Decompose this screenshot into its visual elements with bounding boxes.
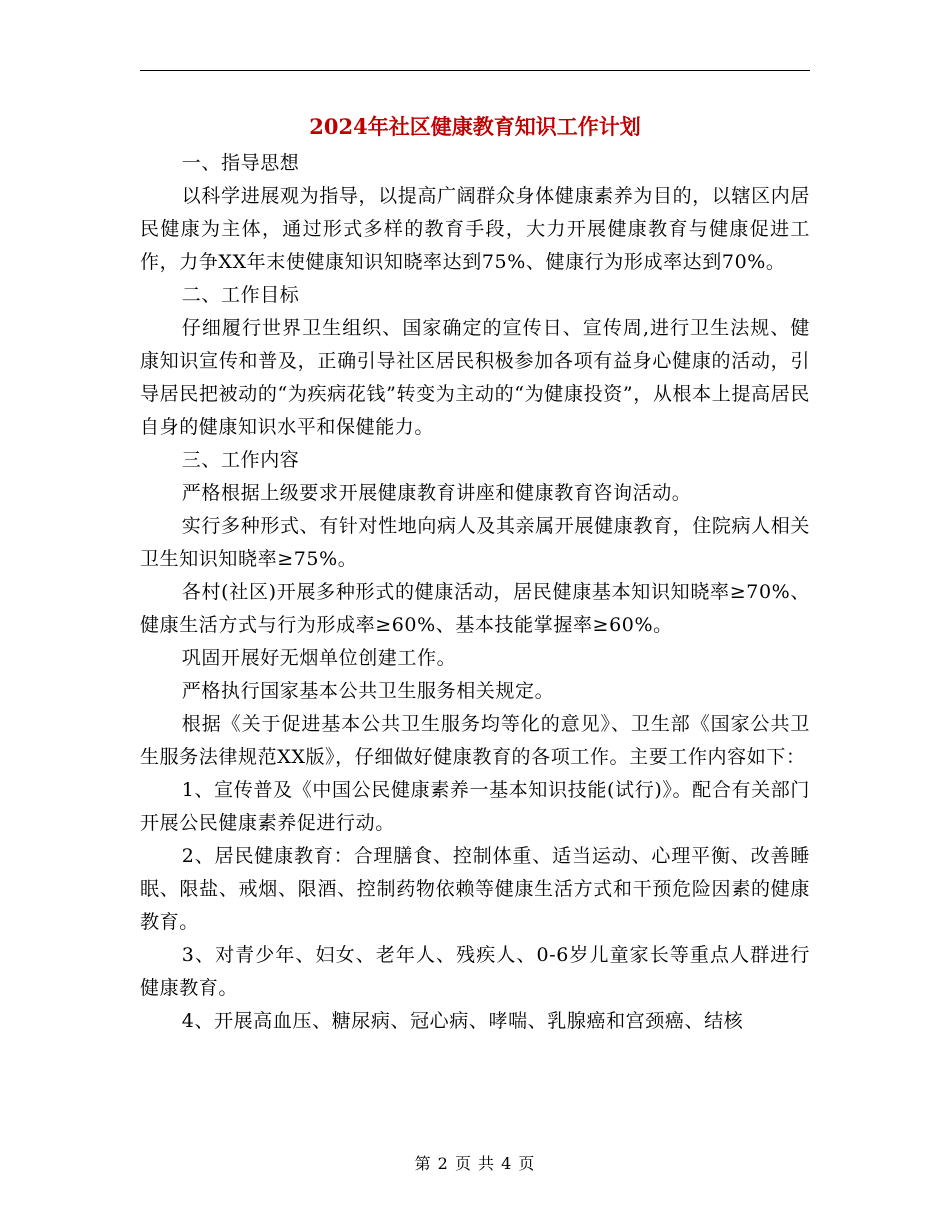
- section-heading: 三、工作内容: [181, 449, 300, 471]
- paragraph: 以科学进展观为指导，以提高广阔群众身体健康素养为目的，以辖区内居民健康为主体，通过形式多样的教育手段，大力开展健康教育与健康促进工作，力争XX年末使健康知识知晓率达到75%、健康行为形成率达到70%。: [140, 185, 810, 273]
- paragraph: 各村(社区)开展多种形式的健康活动，居民健康基本知识知晓率≥70%、健康生活方式与行为形成率≥60%、基本技能掌握率≥60%。: [140, 581, 810, 636]
- page-number: 第 2 页 共 4 页: [414, 1154, 536, 1173]
- list-item: 2、居民健康教育：合理膳食、控制体重、适当运动、心理平衡、改善睡眠、限盐、戒烟、限酒、控制药物依赖等健康生活方式和干预危险因素的健康教育。: [140, 845, 810, 933]
- paragraph: 巩固开展好无烟单位创建工作。: [181, 647, 457, 669]
- section-heading: 一、指导思想: [181, 152, 300, 174]
- section-heading: 二、工作目标: [181, 284, 300, 306]
- list-item: 3、对青少年、妇女、老年人、残疾人、0-6岁儿童家长等重点人群进行健康教育。: [140, 944, 810, 999]
- document-body: [140, 147, 810, 1038]
- header-rule: [140, 70, 810, 71]
- paragraph: 根据《关于促进基本公共卫生服务均等化的意见》、卫生部《国家公共卫生服务法律规范XX版》，仔细做好健康教育的各项工作。主要工作内容如下：: [140, 713, 810, 768]
- list-item: 4、开展高血压、糖尿病、冠心病、哮喘、乳腺癌和宫颈癌、结核: [181, 1010, 744, 1032]
- paragraph: 仔细履行世界卫生组织、国家确定的宣传日、宣传周,进行卫生法规、健康知识宣传和普及，正确引导社区居民积极参加各项有益身心健康的活动，引导居民把被动的“为疾病花钱”转变为主动的“为健康投资”，从根本上提高居民自身的健康知识水平和保健能力。: [140, 317, 810, 438]
- paragraph: 严格执行国家基本公共卫生服务相关规定。: [181, 680, 555, 702]
- document-title: 2024年社区健康教育知识工作计划: [309, 114, 641, 139]
- paragraph: 实行多种形式、有针对性地向病人及其亲属开展健康教育，住院病人相关卫生知识知晓率≥75%。: [140, 515, 810, 570]
- list-item: 1、宣传普及《中国公民健康素养一基本知识技能(试行)》。配合有关部门开展公民健康素养促进行动。: [140, 779, 810, 834]
- paragraph: 严格根据上级要求开展健康教育讲座和健康教育咨询活动。: [181, 482, 692, 504]
